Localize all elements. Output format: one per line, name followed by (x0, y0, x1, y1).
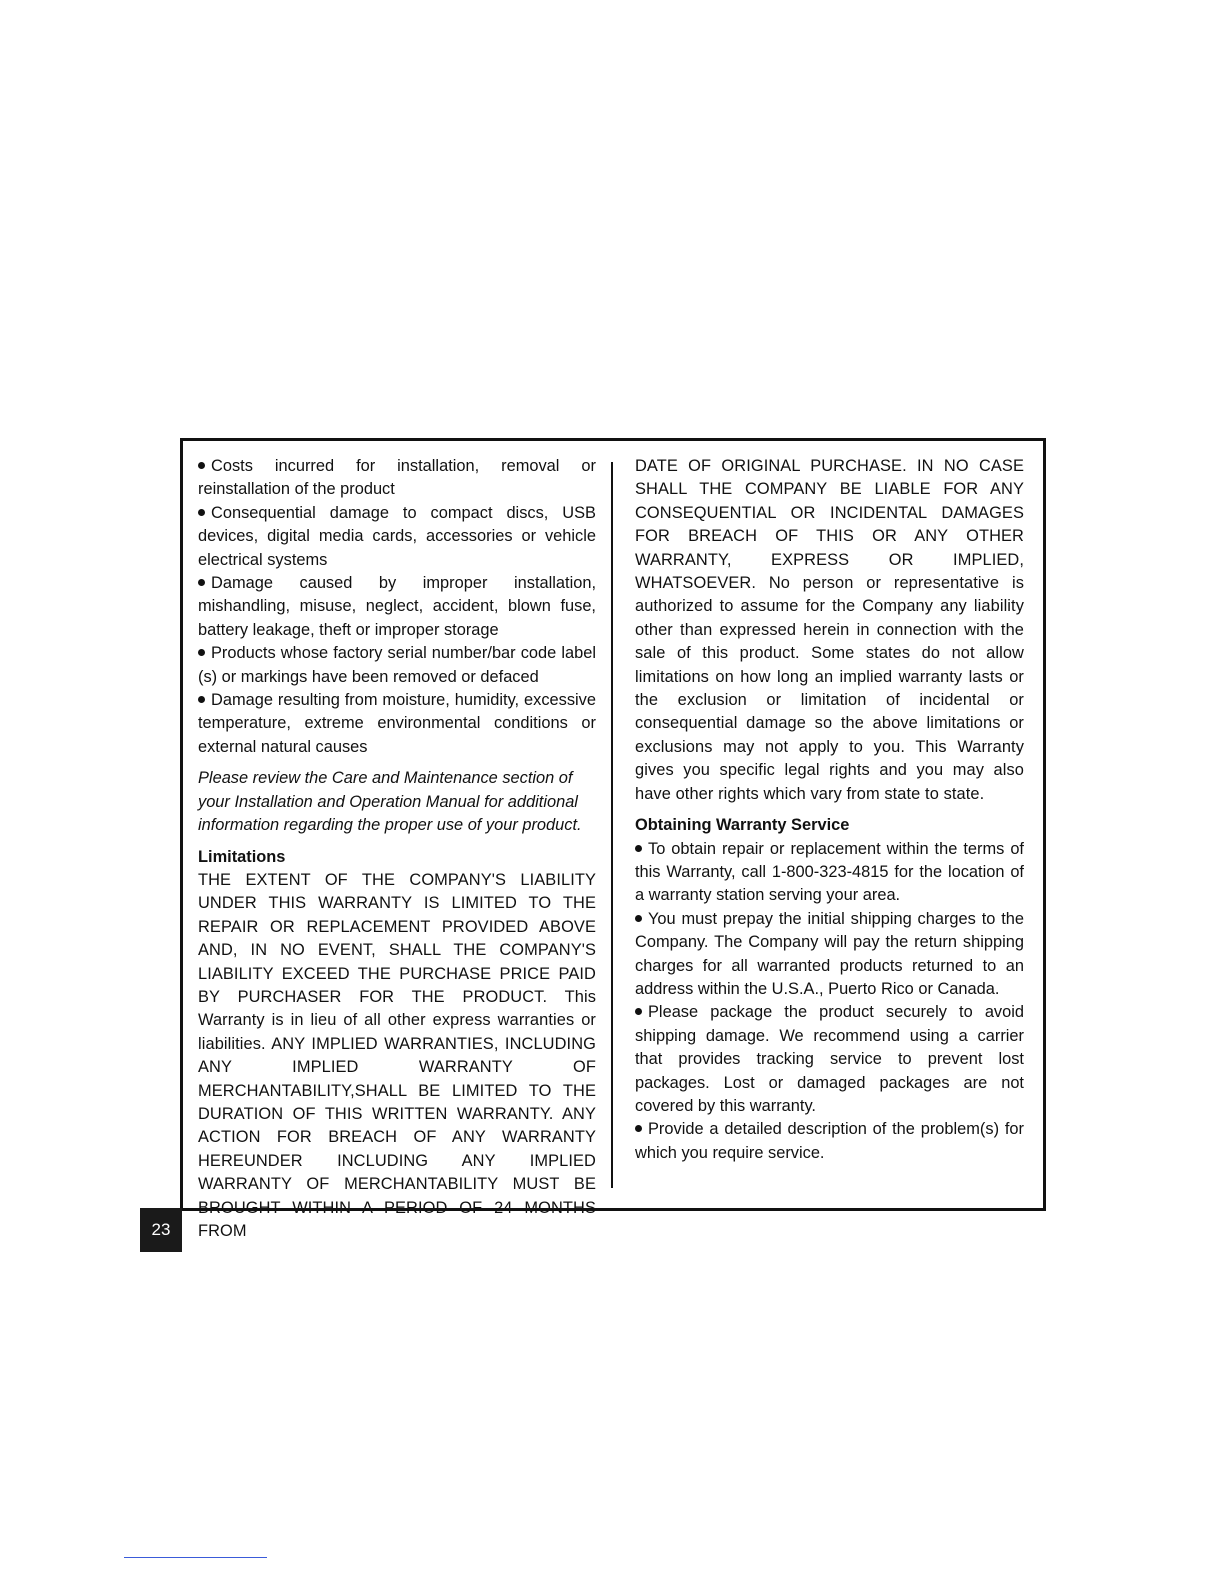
bullet-icon (635, 845, 642, 852)
exclusion-text: Damage caused by improper installation, mishandling, misuse, neglect, accident, blown fuse, battery leakage, theft or improper storage (198, 574, 596, 639)
column-divider (611, 462, 613, 1188)
service-text: Provide a detailed description of the problem(s) for which you require service. (635, 1120, 1024, 1162)
service-text: You must prepay the initial shipping charges to the Company. The Company will pay the return shipping charges for all warranted products returned to an address within the U.S.A., Puerto Rico or Canada. (635, 909, 1024, 998)
service-text: To obtain repair or replacement within the terms of this Warranty, call 1-800-323-4815 for the location of a warranty station serving your area. (635, 839, 1024, 905)
exclusion-text: Costs incurred for installation, removal or reinstallation of the product (198, 457, 596, 499)
bullet-icon (635, 1008, 642, 1015)
bottom-rule (124, 1557, 267, 1558)
limitations-continued-text: DATE OF ORIGINAL PURCHASE. IN NO CASE SHALL THE COMPANY BE LIABLE FOR ANY CONSEQUENTIAL OR INCIDENTAL DAMAGES FOR BREACH OF THIS OR ANY OTHER WARRANTY, EXPRESS OR IMPLIED, WHATSOEVER. No person or representative is authorized to assume for the Company any liability other than expressed herein in connection with the sale of this product. Some states do not allow limitations on how long an implied warranty lasts or the exclusion or limitation of incidental or consequential damage so the above limitations or exclusions may not apply to you. This Warranty gives you specific legal rights and you may also have other rights which vary from state to state. (635, 457, 1024, 803)
bullet-icon (198, 696, 205, 703)
limitations-heading: Limitations (198, 847, 286, 866)
right-column (635, 455, 1024, 1165)
exclusion-text: Products whose factory serial number/bar code label (s) or markings have been removed or defaced (198, 644, 596, 686)
left-column (198, 455, 596, 1243)
bullet-icon (635, 915, 642, 922)
exclusion-item (198, 689, 596, 759)
exclusion-item (198, 455, 596, 502)
bullet-icon (198, 462, 205, 469)
service-item (635, 1118, 1024, 1165)
service-item (635, 838, 1024, 908)
page-number: 23 (140, 1208, 182, 1252)
bullet-icon (198, 579, 205, 586)
service-item (635, 908, 1024, 1002)
exclusion-item (198, 572, 596, 642)
exclusion-text: Damage resulting from moisture, humidity, excessive temperature, extreme environmental conditions or external natural causes (198, 691, 596, 756)
warranty-service-heading: Obtaining Warranty Service (635, 816, 850, 835)
service-text: Please package the product securely to avoid shipping damage. We recommend using a carrier that provides tracking service to prevent lost packages. Lost or damaged packages are not covered by this warranty. (635, 1003, 1024, 1115)
exclusion-item (198, 502, 596, 572)
exclusion-item (198, 642, 596, 689)
bullet-icon (635, 1125, 642, 1132)
care-note: Please review the Care and Maintenance section of your Installation and Operation Manual for additional information regarding the proper use of your product. (198, 769, 582, 835)
bullet-icon (198, 649, 205, 656)
service-item (635, 1001, 1024, 1118)
limitations-text: THE EXTENT OF THE COMPANY'S LIABILITY UNDER THIS WARRANTY IS LIMITED TO THE REPAIR OR REPLACEMENT PROVIDED ABOVE AND, IN NO EVENT, SHALL THE COMPANY'S LIABILITY EXCEED THE PURCHASE PRICE PAID BY PURCHASER FOR THE PRODUCT. This Warranty is in lieu of all other express warranties or liabilities. ANY IMPLIED WARRANTIES, INCLUDING ANY IMPLIED WARRANTY OF MERCHANTABILITY,SHALL BE LIMITED TO THE DURATION OF THIS WRITTEN WARRANTY. ANY ACTION FOR BREACH OF ANY WARRANTY HEREUNDER INCLUDING ANY IMPLIED WARRANTY OF MERCHANTABILITY MUST BE BROUGHT WITHIN A PERIOD OF 24 MONTHS FROM (198, 870, 596, 1240)
bullet-icon (198, 509, 205, 516)
exclusion-text: Consequential damage to compact discs, USB devices, digital media cards, accessories or vehicle electrical systems (198, 503, 596, 569)
